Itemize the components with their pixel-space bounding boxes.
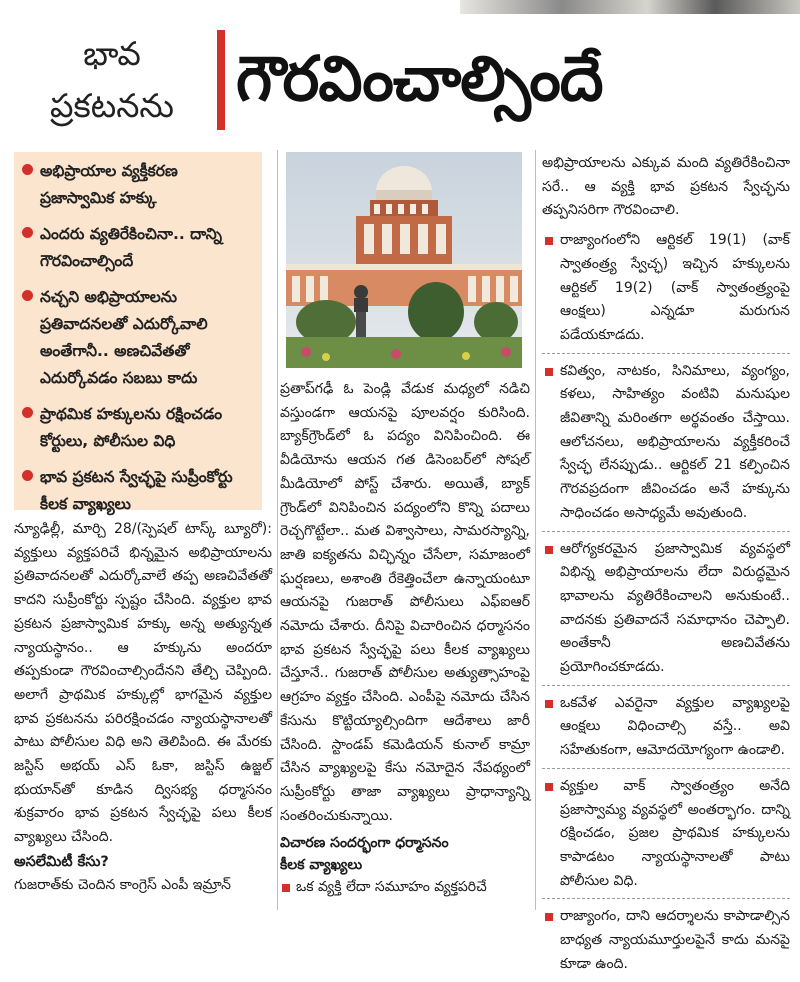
article-column-1 xyxy=(14,518,272,916)
remarks-subhead-line-2: కీలక వ్యాఖ్యలు xyxy=(280,857,363,873)
highlight-text: ప్రాథమిక హక్కులను రక్షించడం కోర్టులు, పోలీసుల విధి xyxy=(40,405,223,450)
highlight-text: ఎందరు వ్యతిరేకించినా.. దాన్ని గౌరవించాల్సిందే xyxy=(40,225,222,270)
remark-point: ఆరోగ్యకరమైన ప్రజాస్వామిక వ్యవస్థలో విభిన్న అభిప్రాయాలను లేదా విరుద్ధమైన భావాలను వ్యతిరేకించాలని అనుకుంటే.. వాదనకు ప్రతివాదనే సమాధానం చెప్పాలి. అంతేకానీ అణచివేతను ప్రయోగించకూడదు. xyxy=(542,538,790,686)
kicker-line-2: ప్రకటనను xyxy=(50,86,174,125)
article-column-2 xyxy=(280,378,530,828)
highlight-item xyxy=(20,158,254,212)
remark-point: ఒకవేళ ఎవరైనా వ్యక్తుల వ్యాఖ్యలపై ఆంక్షలు విధించాల్సి వస్తే.. అవి సహేతుకంగా, ఆమోదయోగ్యంగా ఉండాలి. xyxy=(542,692,790,769)
highlight-item xyxy=(20,221,254,275)
highlight-item xyxy=(20,464,254,518)
highlight-text: భావ ప్రకటన స్వేచ్ఛపై సుప్రీంకోర్టు కీలక వ్యాఖ్యలు xyxy=(40,468,233,513)
remark-point: ఒక వ్యక్తి లేదా సమూహం వ్యక్తపరిచే xyxy=(280,876,530,899)
headline-red-rule xyxy=(217,30,225,130)
highlight-item xyxy=(20,284,254,392)
bullet-icon xyxy=(22,164,33,175)
highlight-item xyxy=(20,401,254,455)
headline: గౌరవించాల్సిందే xyxy=(236,42,603,115)
bullet-icon xyxy=(22,407,33,418)
highlight-text: నచ్చని అభిప్రాయాలను ప్రతివాదనలతో ఎదుర్కోవాలి అంతేగానీ.. అణచివేతతో ఎదుర్కోవడం సబబు కాదు xyxy=(40,288,208,387)
case-paragraph: ప్రతాప్‌గఢీ ఓ పెండ్లి వేడుక మధ్యలో నడిచి వస్తుండగా ఆయనపై పూలవర్షం కురిసింది. బ్యాక్‌గ్రౌండ్‌లో ఓ పద్యం వినిపించింది. ఈ వీడియోను ఆయన గత డిసెంబర్‌లో సోషల్ మీడియోలో పోస్ట్ చేశారు. అయితే, బ్యాక్ గ్రౌండ్‌లో వినిపించిన పద్యంలోని కొన్ని పదాలు రెచ్చగొట్టేలా.. మత విశ్వాసాలు, సామరస్యాన్ని, జాతి ఐక్యతను విచ్ఛిన్నం చేసేలా, సమాజంలో ఘర్షణలు, అశాంతి రేకెత్తించేలా ఉన్నాయంటూ ఆయనపై గుజరాత్ పోలీసులు ఎఫ్ఐఆర్ నమోదు చేశారు. దీనిపై విచారించిన ధర్మాసనం భావ ప్రకటన స్వేచ్ఛపై పలు కీలక వ్యాఖ్యలు చేస్తూనే.. గుజరాత్ పోలీసుల అత్యుత్సాహంపై ఆగ్రహం వ్యక్తం చేసింది. ఎంపీపై నమోదు చేసిన కేసును కొట్టియ్యాల్సిందిగా ఆదేశాలు జారీ చేసింది. స్టాండప్ కమెడియన్ కునాల్ కామ్రా చేసిన వ్యాఖ్యలపై కేసు నమోదైన నేపథ్యంలో సుప్రీంకోర్టు తాజా వ్యాఖ్యలు ప్రాధాన్యాన్ని సంతరించుకున్నాయి. xyxy=(280,381,530,824)
kicker xyxy=(14,28,210,132)
remark-point: రాజ్యాంగం, దాని ఆదర్శాలను కాపాడాల్సిన బాధ్యత న్యాయమూర్తులపైనే కాదు మనపై కూడా ఉంది. xyxy=(542,905,790,981)
case-paragraph-start: గుజరాత్‌కు చెందిన కాంగ్రెస్ ఎంపీ ఇమ్రాన్ xyxy=(14,876,232,893)
highlight-text: అభిప్రాయాల వ్యక్తీకరణ ప్రజాస్వామిక హక్కు xyxy=(40,162,178,207)
remark-continued: అభిప్రాయాలను ఎక్కువ మంది వ్యతిరేకించినా సరే.. ఆ వ్యక్తి భావ ప్రకటన స్వేచ్ఛను తప్పనిసరిగా గౌరవించాలి. xyxy=(542,155,790,219)
column-divider xyxy=(277,150,278,910)
column-divider xyxy=(535,150,536,910)
remark-point: వ్యక్తుల వాక్ స్వాతంత్ర్యం అనేది ప్రజాస్వామ్య వ్యవస్థలో అంతర్భాగం. దాన్ని రక్షించడం, ప్రజల ప్రాథమిక హక్కులను కాపాడటం న్యాయస్థానాలతో పాటు పోలీసుల విధి. xyxy=(542,775,790,900)
supreme-court-photo xyxy=(286,152,522,368)
remark-point: రాజ్యాంగంలోని ఆర్టికల్ 19(1) (వాక్ స్వాతంత్ర్య స్వేచ్ఛ) ఇచ్చిన హక్కులను ఆర్టికల్ 19(2) (వాక్ స్వాతంత్ర్యంపై ఆంక్షలు) ఎన్నడూ మరుగున పడేయకూడదు. xyxy=(542,229,790,354)
bullet-icon xyxy=(22,290,33,301)
intro-paragraph: న్యూఢిల్లీ, మార్చి 28/(స్పెషల్ టాస్క్ బ్యూరో): వ్యక్తులు వ్యక్తపరిచే భిన్నమైన అభిప్రాయాలను ప్రతివాదనలతో ఎదుర్కోవాలే తప్ప అణచివేతతో కాదని సుప్రీంకోర్టు స్పష్టం చేసింది. వ్యక్తుల భావ ప్రకటన ప్రజాస్వామిక హక్కు అన్న అత్యున్నత న్యాయస్థానం.. ఆ హక్కును అందరూ తప్పకుండా గౌరవించాల్సిందేనని తేల్చి చెప్పింది. అలాగే ప్రాథమిక హక్కుల్లో భాగమైన వ్యక్తుల భావ ప్రకటనను పరిరక్షించడం న్యాయస్థానాలతో పాటు పోలీసుల విధి అని తెలిపింది. ఈ మేరకు జస్టిస్ అభయ్ ఎస్ ఓకా, జస్టిస్ ఉజ్జల్ భుయాన్‌తో కూడిన ద్విసభ్య ధర్మాసనం శుక్రవారం భావ ప్రకటన స్వేచ్ఛపై పలు కీలక వ్యాఖ్యలు చేసింది. xyxy=(14,521,272,846)
case-subhead: అసలేమిటీ కేసు? xyxy=(14,853,109,870)
highlights-box xyxy=(14,152,262,513)
top-strip xyxy=(0,0,800,14)
supreme-court-illustration xyxy=(286,152,522,368)
article-column-3 xyxy=(542,152,790,972)
cropped-photo-edge xyxy=(460,0,800,14)
remarks-subhead-line-1: విచారణ సందర్భంగా ధర్మాసనం xyxy=(280,835,449,851)
kicker-line-1: భావ xyxy=(83,34,141,73)
bullet-icon xyxy=(22,227,33,238)
bullet-icon xyxy=(22,470,33,481)
court-remarks-section xyxy=(280,832,530,899)
remark-point: కవిత్వం, నాటకం, సినిమాలు, వ్యంగ్యం, కళలు, సాహిత్యం వంటివి మనుషుల జీవితాన్ని మరింతగా అర్థవంతం చేస్తాయి. ఆలోచనలు, అభిప్రాయాలను వ్యక్తీకరించే స్వేచ్ఛ లేనప్పుడు.. ఆర్టికల్ 21 కల్పించిన గౌరవప్రదంగా జీవించడం అనే హక్కును సాధించడం అసాధ్యమే అవుతుంది. xyxy=(542,360,790,532)
